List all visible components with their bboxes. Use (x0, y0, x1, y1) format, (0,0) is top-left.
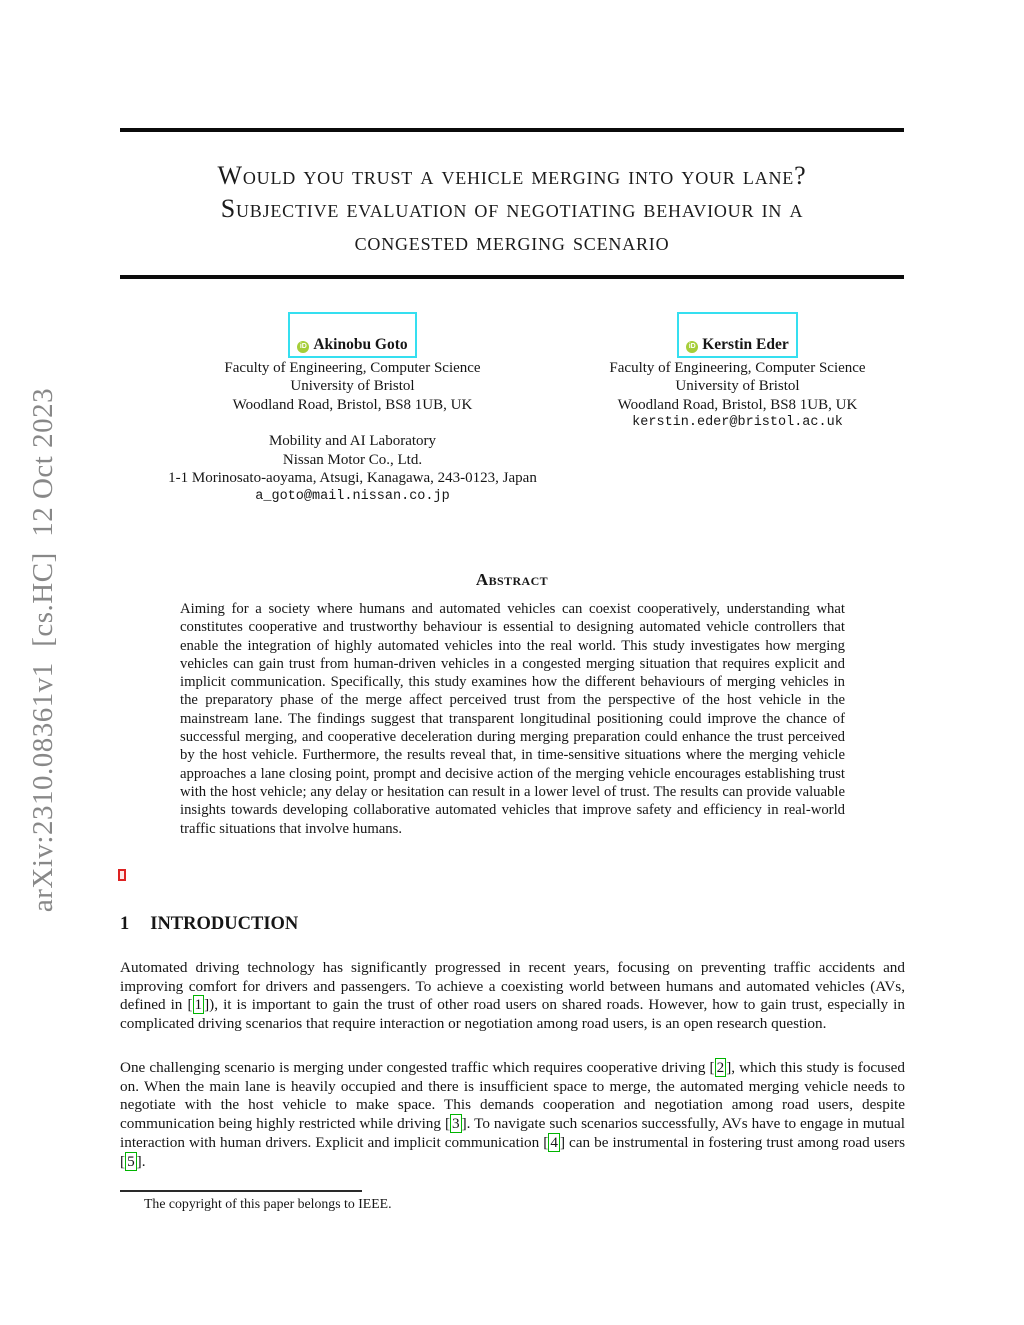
abstract-heading: Abstract (475, 570, 549, 589)
author-1-affiliation2-line: 1-1 Morinosato-aoyama, Atsugi, Kanagawa, 243-0123, Japan (168, 470, 537, 486)
intro-paragraph-1: Automated driving technology has significantly progressed in recent years, focusing on preventing traffic accidents and improving comfort for drivers and passengers. To achieve a coexisting world between humans and automated vehicles (AVs, defined in [ 1 ]), it is important to gain the trust of other road users on shared roads. However, how to gain trust, especially in complicated driving scenarios that require interaction or negotiation among road users, is an open research question. (120, 959, 905, 1033)
author-1-affiliation-line: University of Bristol (290, 378, 415, 394)
title-rule-bottom (120, 275, 904, 279)
author-2-affiliation-line: Faculty of Engineering, Computer Science (609, 359, 866, 376)
author-1-annotation-box[interactable] (288, 312, 416, 358)
author-1-affiliation-line: Faculty of Engineering, Computer Science (224, 359, 481, 376)
footnote-rule (120, 1190, 362, 1192)
title-line-3: congested merging scenario (354, 227, 670, 256)
intro-paragraph-2: One challenging scenario is merging under congested traffic which requires cooperative driving [ 2 ], which this study is focused on. When the main lane is heavily occupied and there is insufficient space to merge, the automated merging vehicle needs to negotiate with the host vehicle to make space. This demands cooperation and negotiation among road users, despite communication being highly restricted while driving [ 3 ]. To navigate such scenarios successfully, AVs have to engage in mutual interaction with human drivers. Explicit and implicit communication [ 4 ] can be instrumental in fostering trust among road users [ 5 ]. (120, 1059, 906, 1170)
author-2-affiliation-line: Woodland Road, Bristol, BS8 1UB, UK (617, 396, 858, 413)
author-block-1 (140, 312, 565, 506)
author-2-name: Kerstin Eder (702, 336, 789, 353)
copyright-footnote: The copyright of this paper belongs to IEEE. (144, 1196, 392, 1211)
author-2-annotation-box[interactable] (677, 312, 798, 358)
author-1-affiliation2-line: Mobility and AI Laboratory (268, 433, 437, 449)
arxiv-watermark: arXiv:2310.08361v1 [cs.HC] 12 Oct 2023 (27, 387, 59, 913)
orcid-icon[interactable]: iD (686, 341, 698, 353)
section-number: 1 (120, 914, 130, 934)
author-1-affiliation2-line: Nissan Motor Co., Ltd. (282, 451, 423, 468)
author-2-affiliation-line: University of Bristol (675, 378, 800, 394)
paper-title (120, 159, 904, 258)
author-block-2 (545, 312, 930, 433)
section-heading-introduction (120, 914, 298, 935)
citation-link[interactable]: 3 (452, 1115, 460, 1133)
author-1-affiliation-line: Woodland Road, Bristol, BS8 1UB, UK (232, 396, 473, 413)
section-title: INTRODUCTION (150, 914, 299, 934)
orcid-icon[interactable]: iD (297, 341, 309, 353)
footnote-link-marker[interactable] (118, 869, 126, 881)
author-1-email: a_goto@mail.nissan.co.jp (255, 488, 450, 504)
citation-link[interactable]: 5 (127, 1152, 135, 1170)
spacer (140, 414, 565, 432)
author-1-name: Akinobu Goto (313, 336, 408, 353)
citation-link[interactable]: 4 (550, 1133, 558, 1151)
title-line-2: Subjective evaluation of negotiating behaviour in a (220, 194, 804, 223)
citation-link[interactable]: 2 (716, 1059, 725, 1076)
title-rule-top (120, 128, 904, 132)
abstract-text: Aiming for a society where humans and automated vehicles can coexist cooperatively, understanding what constitutes cooperative and trustworthy behaviour is essential to designing automated vehicle controllers that enable the integration of highly automated vehicles into the real world. This study investigates how merging vehicles can gain trust from human-driven vehicles in a congested merging situation that requires explicit and implicit communication. Specifically, this study examines how the different behaviours of merging vehicles in the preparatory phase of the merge affect perceived trust from the perspective of the host vehicle in the mainstream lane. The findings suggest that transparent longitudinal positioning could improve the chance of successful merging, and cooperative deceleration during merging preparation could enhance the trust perceived by the host vehicle. Furthermore, the results reveal that, in time-sensitive situations where the merging vehicle approaches a lane closing point, prompt and decisive action of the merging vehicle encourages establishing trust with the host vehicle; any delay or hesitation can result in a lower level of trust. The results can provide valuable insights towards developing collaborative automated vehicles that improve safety and efficiency in real-world traffic situations that involve humans. (180, 601, 845, 837)
title-line-1: Would you trust a vehicle merging into your lane? (217, 161, 807, 190)
citation-link[interactable]: 1 (194, 996, 203, 1014)
author-2-email: kerstin.eder@bristol.ac.uk (632, 415, 843, 430)
